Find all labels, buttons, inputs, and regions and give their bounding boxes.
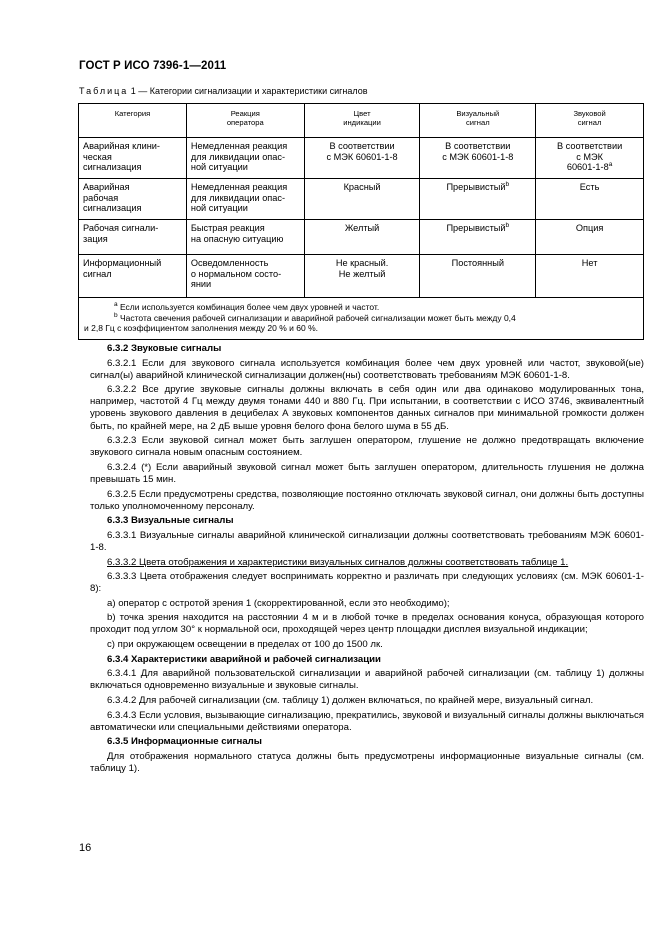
signal-categories-table <box>78 103 644 340</box>
paragraph-6-3-3-1: 6.3.3.1 Визуальные сигналы аварийной клинической сигнализации должны соответствовать требованиям МЭК 60601-1-8. <box>90 529 644 553</box>
paragraph-6-3-4-3: 6.3.4.3 Если условия, вызывающие сигнализацию, прекратились, звуковой и визуальный сигналы должны выключаться автоматически или специальными действиями оператора. <box>90 709 644 733</box>
cell-category: Аварийная клини- ческая сигнализация <box>79 138 187 179</box>
paragraph-6-3-2-4: 6.3.2.4 (*) Если аварийный звуковой сигнал может быть заглушен оператором, длительность глушения не должна превышать 15 мин. <box>90 461 644 485</box>
column-header-audio: Звуковой сигнал <box>536 104 644 138</box>
cell-visual: Постоянный <box>420 255 536 298</box>
table-row <box>79 255 644 298</box>
footnote-a: $^a$ Если используется комбинация более чем двух уровней и частот. <box>114 301 380 312</box>
cell-audio: Есть <box>536 179 644 220</box>
table-row <box>79 220 644 255</box>
footnote-b: $^b$ Частота свечения рабочей сигнализации и аварийной рабочей сигнализации может быть между 0,4 <box>114 311 516 323</box>
cell-visual: В соответствии с МЭК 60601-1-8 <box>420 138 536 179</box>
column-header-visual: Визуальный сигнал <box>420 104 536 138</box>
table-row <box>79 138 644 179</box>
cell-color: Не красный. Не желтый <box>304 255 420 298</box>
section-heading-6-3-4: 6.3.4 Характеристики аварийной и рабочей сигнализации <box>107 653 381 665</box>
paragraph-6-3-2-3: 6.3.2.3 Если звуковой сигнал может быть заглушен оператором, глушение не должно предотвращать включение звукового сигнала новым опасным состоянием. <box>90 435 644 459</box>
section-heading-6-3-3: 6.3.3 Визуальные сигналы <box>107 515 234 527</box>
cell-visual: Прерывистый$^b$ <box>420 220 536 255</box>
cell-reaction: Осведомленность о нормальном состо- янии <box>186 255 304 298</box>
cell-reaction: Немедленная реакция для ликвидации опас- ной ситуации <box>186 138 304 179</box>
footnote-ref-a: a <box>608 161 613 169</box>
cell-reaction: Немедленная реакция для ликвидации опас- ной ситуации <box>186 179 304 220</box>
table-row <box>79 179 644 220</box>
paragraph-6-3-3-2: 6.3.3.2 Цвета отображения и характеристики визуальных сигналов должны соответствовать таблице 1. <box>107 556 569 568</box>
list-item-c: c) при окружающем освещении в пределах от 100 до 1500 лк. <box>107 639 383 651</box>
table-header-row <box>79 104 644 138</box>
paragraph-6-3-4-2: 6.3.4.2 Для рабочей сигнализации (см. таблицу 1) должен включаться, по крайней мере, визуальный сигнал. <box>107 694 594 706</box>
footnote-b-continuation: и 2,8 Гц с коэффициентом заполнения между 20 % и 60 %. <box>84 323 318 333</box>
cell-color: Желтый <box>304 220 420 255</box>
document-body <box>90 343 644 778</box>
section-heading-6-3-5: 6.3.5 Информационные сигналы <box>107 736 262 748</box>
footnote-ref-b: b <box>505 181 510 188</box>
cell-color: Красный <box>304 179 420 220</box>
paragraph-6-3-2-2: 6.3.2.2 Все другие звуковые сигналы должны включать в себя один или два одинаково модулированных тона, например, частотой 4 Гц между двумя тонами 440 и 880 Гц. При испытании, в соответствии с ИСО 3746, эквивалентный уровень звукового давления в децибелах А звуковых компонентов данных сигналов при минимальной громкости должен быть, по крайней мере, на 2 дБ выше уровня белого фона белого шума в 55 дБ. <box>90 384 644 432</box>
cell-color: В соответствии с МЭК 60601-1-8 <box>304 138 420 179</box>
paragraph-6-3-4-1: 6.3.4.1 Для аварийной пользовательской сигнализации и аварийной рабочей сигнализации (см. таблицу 1) должны включаться одновременно визуальные и звуковые сигналы. <box>90 668 644 692</box>
page-number: 16 <box>79 842 92 854</box>
footnote-ref-b: b <box>505 222 510 229</box>
column-header-color: Цвет индикации <box>304 104 420 138</box>
table-notes-row <box>79 298 644 340</box>
paragraph-6-3-3-3: 6.3.3.3 Цвета отображения следует воспринимать корректно и различать при следующих условиях (см. МЭК 60601-1-8): <box>90 571 644 595</box>
list-item-a: a) оператор с остротой зрения 1 (скорректированной, если это необходимо); <box>107 597 450 609</box>
cell-category: Рабочая сигнали- зация <box>79 220 187 255</box>
paragraph-6-3-2-1: 6.3.2.1 Если для звукового сигнала используется комбинация более чем двух уровней или частот, звуковой(ые) сигнал(ы) аварийной клинической сигнализации должен(ны) соответствовать требованиям МЭК 60601-1-8. <box>90 357 644 381</box>
cell-category: Информационный сигнал <box>79 255 187 298</box>
column-header-reaction: Реакция оператора <box>186 104 304 138</box>
cell-audio: В соответствии с МЭК 60601-1-8$^a$ <box>536 138 644 179</box>
column-header-category: Категория <box>79 104 187 138</box>
cell-audio: Нет <box>536 255 644 298</box>
table-caption-label: Таблица <box>79 86 129 96</box>
paragraph-6-3-5: Для отображения нормального статуса должны быть предусмотрены информационные визуальные сигналы (см. таблицу 1). <box>90 750 644 774</box>
section-heading-6-3-2: 6.3.2 Звуковые сигналы <box>107 343 222 354</box>
table-footnotes <box>79 298 644 340</box>
document-header: ГОСТ Р ИСО 7396-1—2011 <box>79 60 227 72</box>
list-item-b: b) точка зрения находится на расстоянии 4 м и в любой точке в пределах основания конуса, образующая которого проходит под углом 30° к нормальной оси, проходящей через центр площадки дисплея визуальной индикации; <box>90 612 644 636</box>
cell-reaction: Быстрая реакция на опасную ситуацию <box>186 220 304 255</box>
paragraph-6-3-2-5: 6.3.2.5 Если предусмотрены средства, позволяющие постоянно отключать звуковой сигнал, они должны быть доступны только уполномоченному персоналу. <box>90 488 644 512</box>
table-caption <box>79 86 368 96</box>
table-caption-text: 1 — Категории сигнализации и характеристики сигналов <box>128 86 368 96</box>
cell-audio: Опция <box>536 220 644 255</box>
cell-category: Аварийная рабочая сигнализация <box>79 179 187 220</box>
cell-visual: Прерывистый$^b$ <box>420 179 536 220</box>
